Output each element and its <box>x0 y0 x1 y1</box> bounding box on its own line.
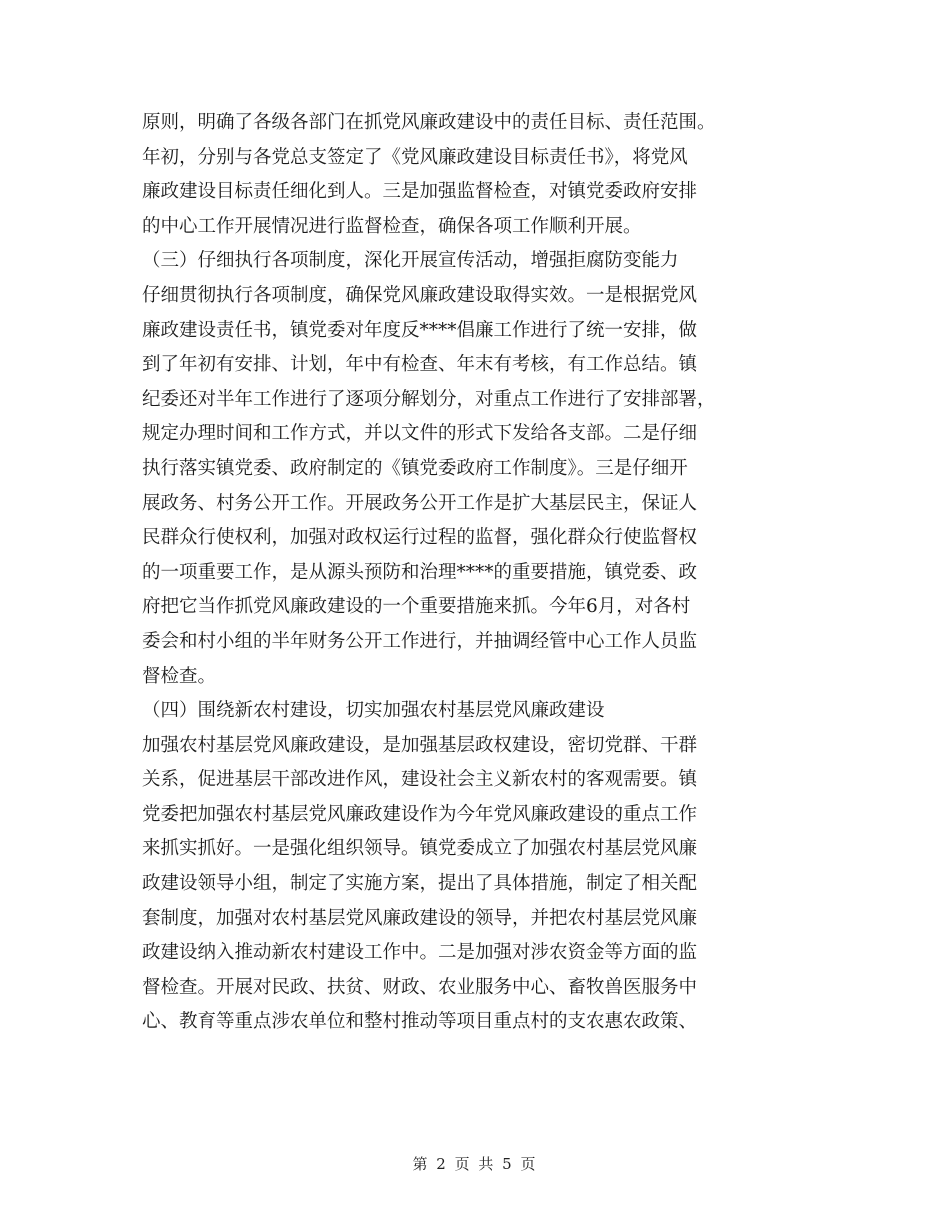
text-line: （四）围绕新农村建设，切实加强农村基层党风廉政建设 <box>142 700 605 722</box>
text-line: 府把它当作抓党风廉政建设的一个重要措施来抓。今年6月，对各村 <box>142 596 691 618</box>
text-line: 廉政建设目标责任细化到人。三是加强监督检查，对镇党委政府安排 <box>142 181 698 203</box>
document-body <box>142 106 810 1040</box>
text-line: 到了年初有安排、计划，年中有检查、年末有考核，有工作总结。镇 <box>142 354 698 376</box>
text-line: 展政务、村务公开工作。开展政务公开工作是扩大基层民主，保证人 <box>142 492 698 514</box>
text-line: 规定办理时间和工作方式，并以文件的形式下发给各支部。二是仔细 <box>142 423 698 445</box>
text-line: 关系，促进基层干部改进作风，建设社会主义新农村的客观需要。镇 <box>142 769 698 791</box>
page-number-footer: 第 2 页 共 5 页 <box>412 1155 538 1173</box>
text-line: 原则，明确了各级各部门在抓党风廉政建设中的责任目标、责任范围。 <box>142 112 716 133</box>
text-line: 民群众行使权利，加强对政权运行过程的监督，强化群众行使监督权 <box>142 527 698 549</box>
text-line: 仔细贯彻执行各项制度，确保党风廉政建设取得实效。一是根据党风 <box>142 284 698 306</box>
text-line: 的中心工作开展情况进行监督检查，确保各项工作顺利开展。 <box>142 215 642 237</box>
text-line: 心、教育等重点涉农单位和整村推动等项目重点村的支农惠农政策、 <box>142 1011 698 1033</box>
text-line: 纪委还对半年工作进行了逐项分解划分，对重点工作进行了安排部署， <box>142 388 716 410</box>
text-line: 执行落实镇党委、政府制定的《镇党委政府工作制度》。三是仔细开 <box>142 457 688 479</box>
text-line: 政建设领导小组，制定了实施方案，提出了具体措施，制定了相关配 <box>142 873 698 895</box>
text-line: 督检查。 <box>142 665 217 687</box>
text-line: 来抓实抓好。一是强化组织领导。镇党委成立了加强农村基层党风廉 <box>142 838 698 860</box>
text-line: 套制度，加强对农村基层党风廉政建设的领导，并把农村基层党风廉 <box>142 907 698 929</box>
text-line: 督检查。开展对民政、扶贫、财政、农业服务中心、畜牧兽医服务中 <box>142 976 698 998</box>
text-line: （三）仔细执行各项制度，深化开展宣传活动，增强拒腐防变能力 <box>142 250 679 272</box>
text-line: 的一项重要工作，是从源头预防和治理****的重要措施，镇党委、政 <box>142 561 698 583</box>
text-line: 政建设纳入推动新农村建设工作中。二是加强对涉农资金等方面的监 <box>142 942 698 964</box>
text-line: 廉政建设责任书，镇党委对年度反****倡廉工作进行了统一安排，做 <box>142 319 698 341</box>
text-line: 委会和村小组的半年财务公开工作进行，并抽调经管中心工作人员监 <box>142 630 698 652</box>
text-line: 年初，分别与各党总支签定了《党风廉政建设目标责任书》，将党风 <box>142 146 688 168</box>
text-line: 加强农村基层党风廉政建设，是加强基层政权建设，密切党群、干群 <box>142 734 698 756</box>
text-line: 党委把加强农村基层党风廉政建设作为今年党风廉政建设的重点工作 <box>142 803 698 825</box>
